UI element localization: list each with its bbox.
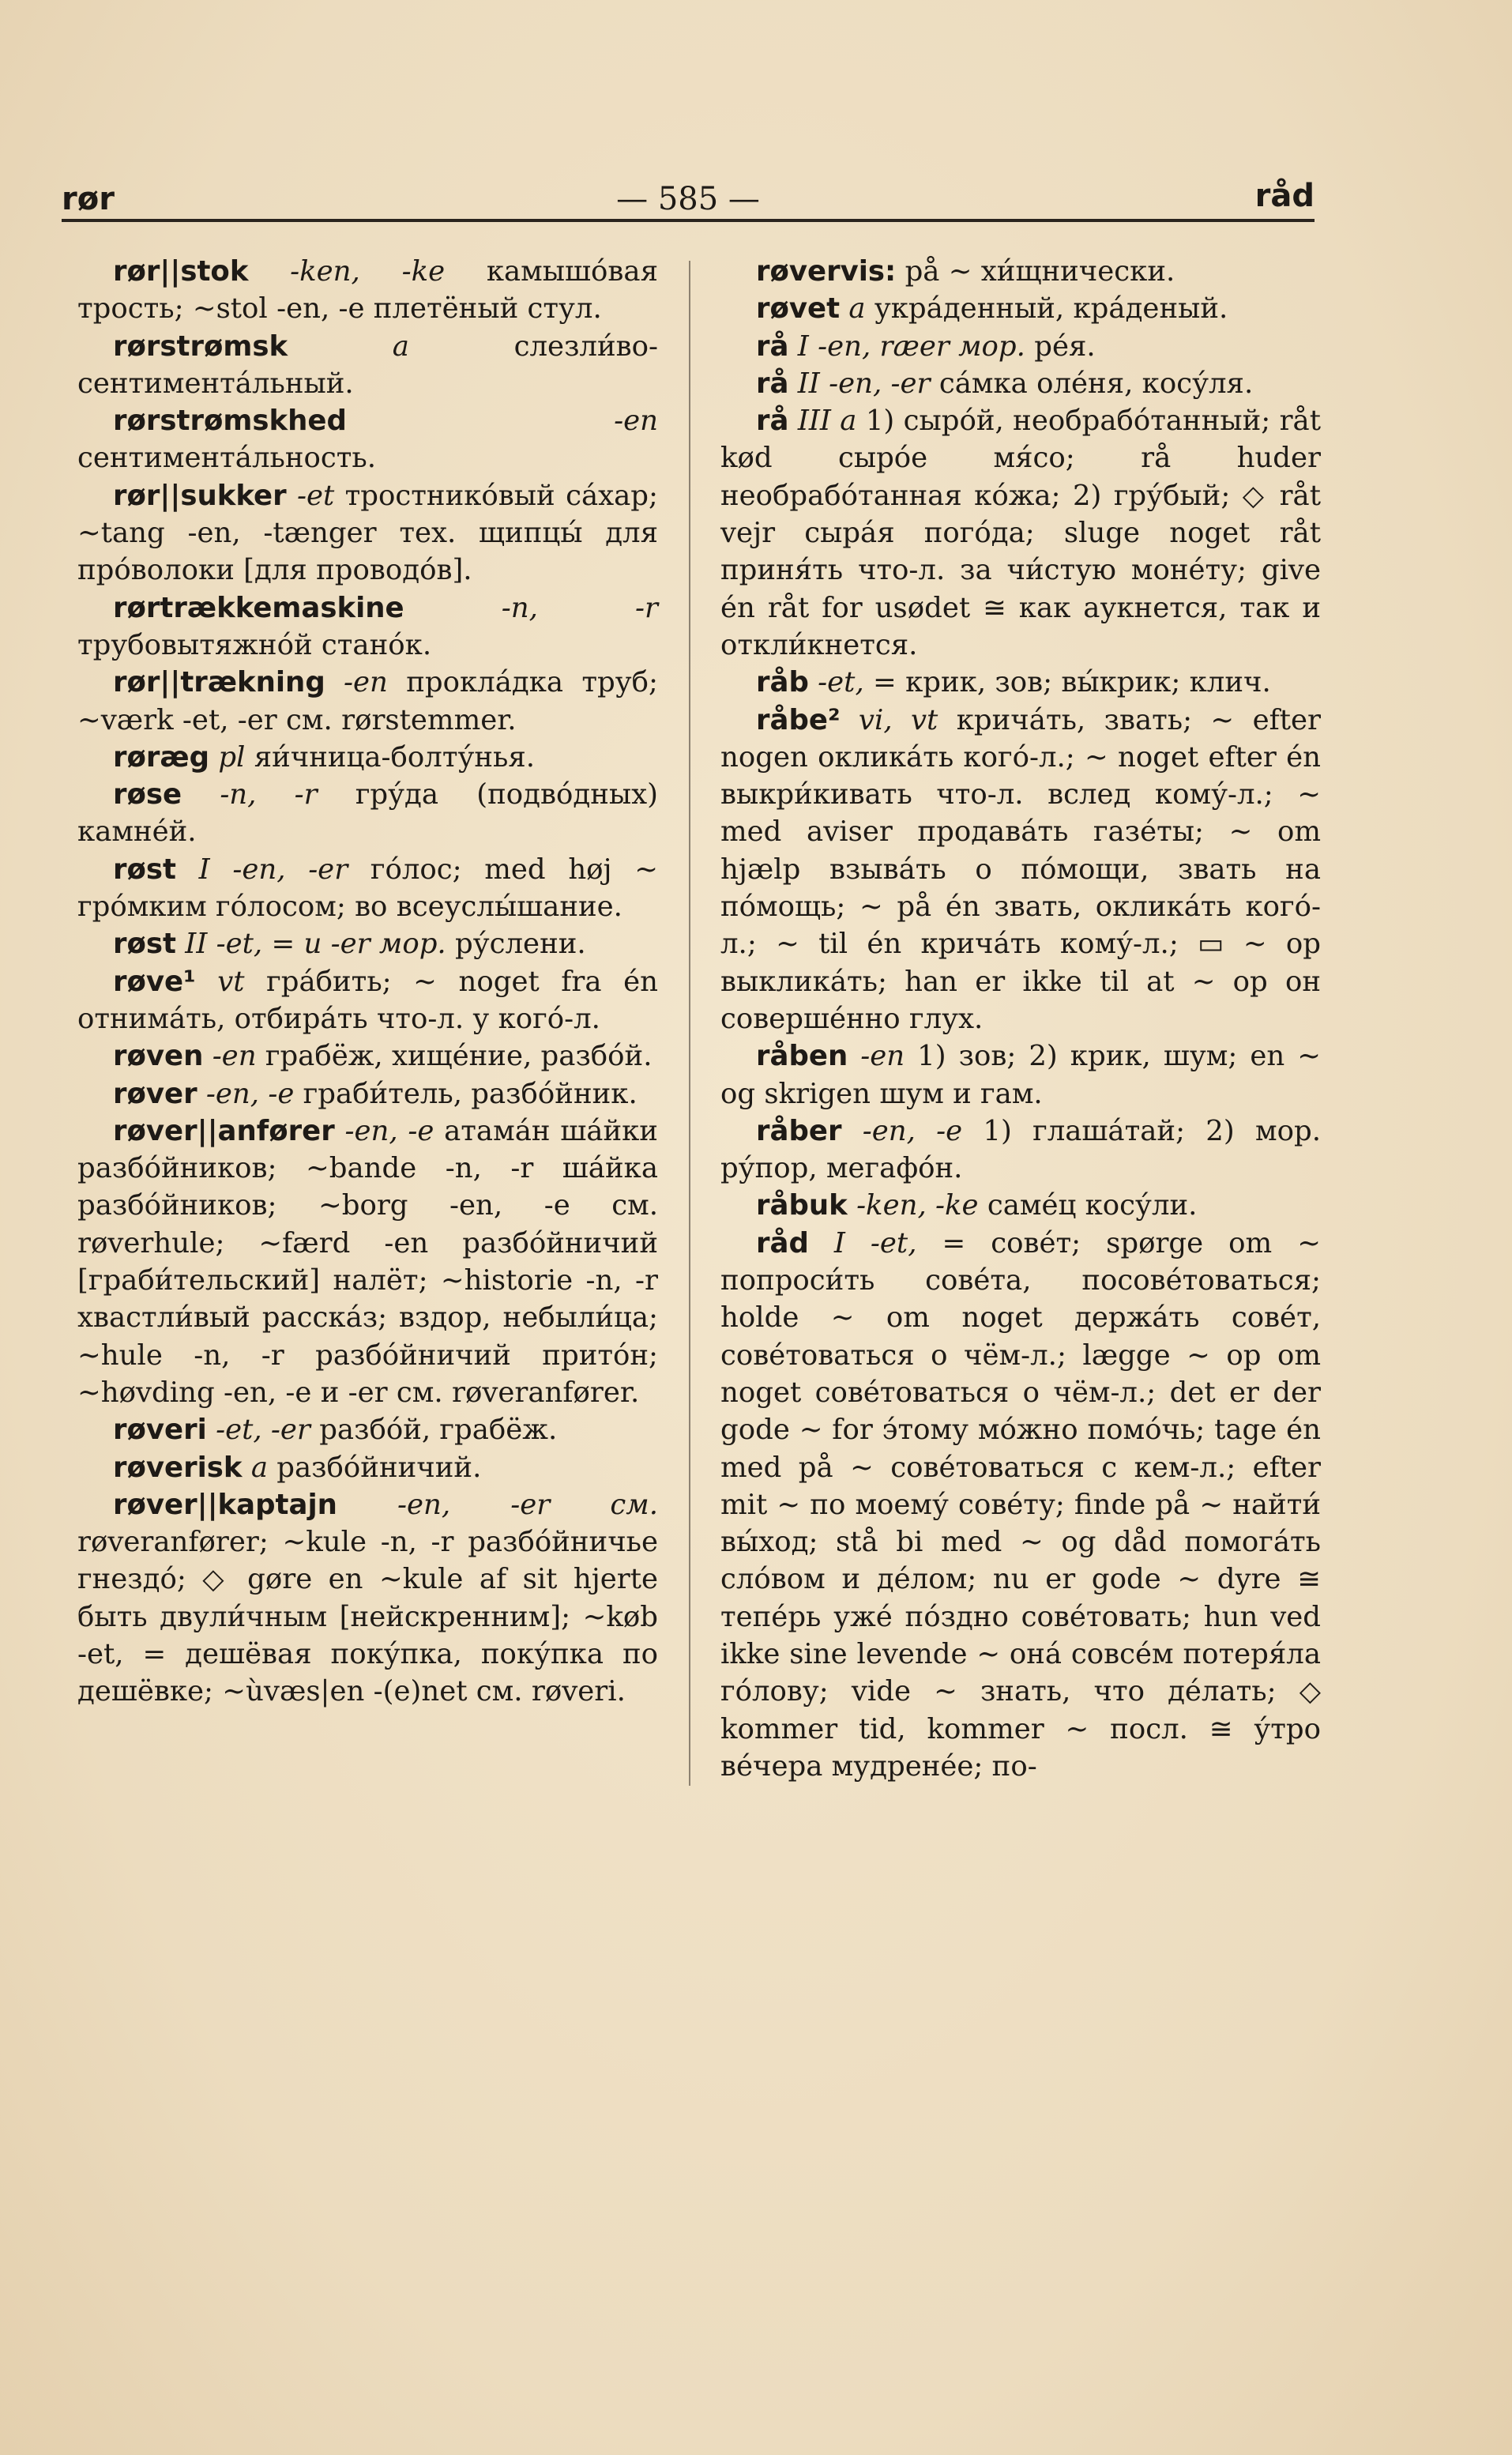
dictionary-entry: råbe² vi, vt крича́ть, звать; ~ efter nogen оклика́ть кого́-л.; ~ noget efter én выкри́кивать что-л. вслед кому́-л.; ~ med aviser продава́ть газе́ты; ~ om hjælp взыва́ть о по́мощи, звать на по́мощь; ~ på én звать, оклика́ть кого́-л.; ~ til én крича́ть кому́-л.; ▭ ~ op выклика́ть; han er ikke til at ~ op он соверше́нно глух. [720,703,1321,1035]
page-header [62,162,1315,217]
dictionary-entry: rørstrømsk a слезли́во-сентимента́льный. [77,329,658,400]
dictionary-entry: røræg pl яи́чница-болту́нья. [113,740,536,774]
dictionary-entry: råb -et, = крик, зов; вы́крик; клич. [756,666,1271,699]
dictionary-entry: røver -en, -e граби́тель, разбо́йник. [113,1077,638,1110]
dictionary-entry: rørstrømskhed -en сентимента́льность. [77,405,658,475]
left-column [77,253,658,1711]
dictionary-entry: råben -en 1) зов; 2) крик, шум; en ~ og skrigen шум и гам. [720,1040,1321,1110]
dictionary-entry: røveri -et, -er разбо́й, грабёж. [113,1414,558,1447]
dictionary-entry: røst I -en, -er го́лос; med høj ~ гро́мким го́лосом; во всеуслы́шание. [77,853,658,924]
dictionary-entry: røvet a укра́денный, кра́деный. [756,292,1228,326]
dictionary-entry: råber -en, -e 1) глаша́тай; 2) мор. ру́пор, мегафо́н. [720,1114,1321,1185]
left-guide-word: rør [62,181,115,217]
dictionary-entry: råbuk -ken, -ke саме́ц косу́ли. [756,1189,1198,1222]
dictionary-entry: rå II -en, -er са́мка оле́ня, косу́ля. [756,367,1254,400]
dictionary-entry: rør||stok -ken, -ke камышо́вая трость; ~stol -en, -e плетёный стул. [77,255,658,326]
dictionary-entry: rør||sukker -et тростнико́вый са́хар; ~tang -en, -tænger тех. щипцы́ для про́волоки [для проводо́в]. [77,479,658,587]
dictionary-entry: røver||anfører -en, -e атама́н ша́йки разбо́йников; ~bande -n, -r ша́йка разбо́йников; ~borg -en, -e см. røverhule; ~færd -en разбо́йничий [граби́тельский] налёт; ~historie -n, -r хвастли́вый расска́з; вздор, небыли́ца; ~hule -n, -r разбо́йничий прито́н; ~høvding -en, -e и -er см. røveranfører. [77,1114,658,1409]
page-number: — 585 — [616,181,760,217]
dictionary-entry: råd I -et, = сове́т; spørge om ~ попроси́ть сове́та, посове́товаться; holde ~ om noget держа́ть сове́т, сове́товаться о чём-л.; lægge ~ op om noget сове́товаться о чём-л.; det er der gode ~ for э́тому мо́жно помо́чь; tage én med på ~ сове́товаться с кем-л.; efter mit ~ по моему́ сове́ту; finde på ~ найти́ вы́ход; stå bi med ~ og dåd помога́ть сло́вом и де́лом; nu er gode ~ dyre ≅ тепе́рь уже́ по́здно сове́товать; hun ved ikke sine levende ~ она́ совсе́м потеря́ла го́лову; vide ~ знать, что де́лать; ◇ kommer tid, kommer ~ посл. ≅ у́тро ве́чера мудрене́е; по- [720,1226,1321,1783]
dictionary-entry: rå I -en, ræer мор. ре́я. [756,329,1096,363]
header-rule [62,219,1315,222]
dictionary-entry: røver||kaptajn -en, -er см. røveranfører; ~kule -n, -r разбо́йничье гнездо́; ◇ gøre en ~kule af sit hjerte быть двули́чным [нейскренним]; ~køb -et, = дешёвая поку́пка, поку́пка по дешёвке; ~ùvæs|en -(e)net см. røveri. [77,1488,658,1708]
dictionary-entry: rå III a 1) сыро́й, необрабо́танный; råt kød сыро́е мя́со; rå huder необрабо́танная ко́жа; 2) гру́бый; ◇ råt vejr сыра́я пого́да; sluge noget råt приня́ть что-л. за чи́стую моне́ту; give én råt for usødet ≅ как аукнется, так и откли́кнется. [720,405,1321,661]
dictionary-entry: røse -n, -r гру́да (подво́дных) камне́й. [77,778,658,849]
right-guide-word: råd [1254,178,1315,214]
dictionary-entry: rørtrækkemaskine -n, -r трубовытяжно́й стано́к. [77,591,658,661]
right-column [720,253,1321,1785]
dictionary-entry: røve¹ vt гра́бить; ~ noget fra én отнима́ть, отбира́ть что-л. у кого́-л. [77,965,658,1035]
dictionary-entry: røst II -et, = и -er мор. ру́слени. [113,928,586,961]
dictionary-entry: rør||trækning -en прокла́дка труб; ~værk -et, -er см. rørstemmer. [77,666,658,736]
dictionary-entry: røverisk a разбо́йничий. [113,1451,482,1484]
dictionary-entry: røven -en грабёж, хище́ние, разбо́й. [113,1040,653,1073]
dictionary-entry: røvervis: på ~ хи́щнически. [756,255,1175,288]
column-divider [689,261,690,1786]
